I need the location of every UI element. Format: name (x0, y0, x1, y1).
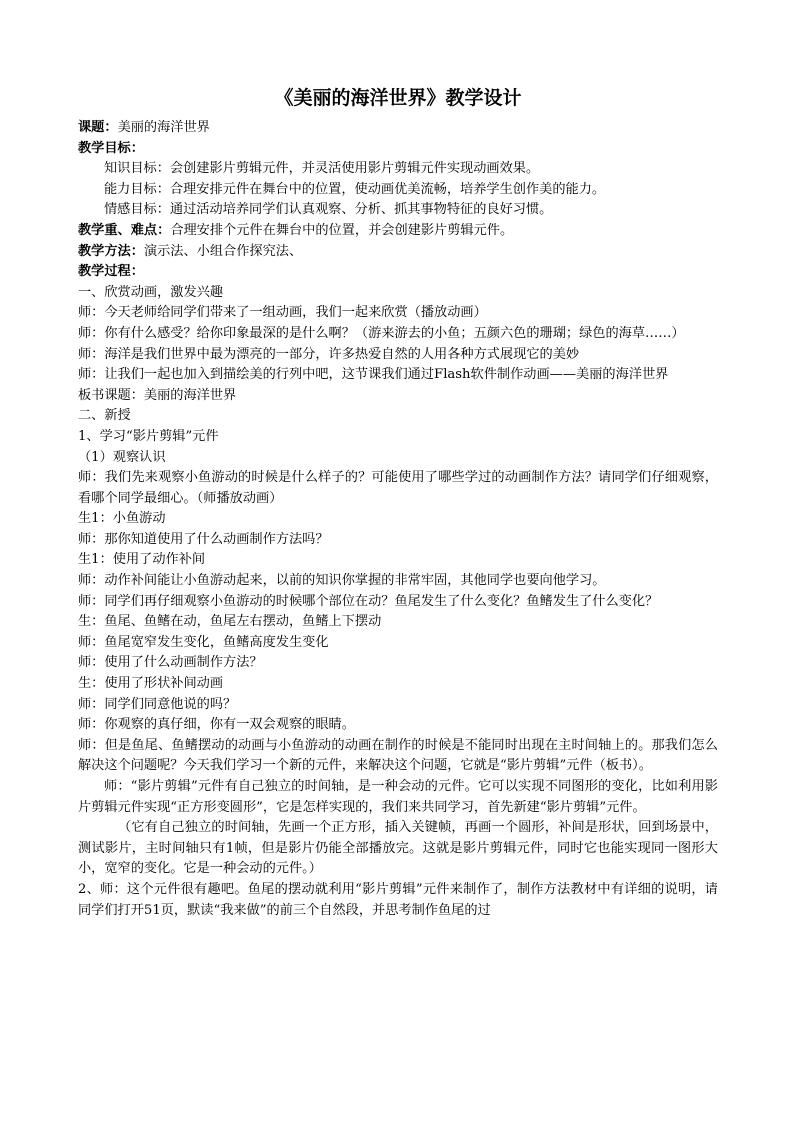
paragraph: （它有自己独立的时间轴，先画一个正方形，插入关键帧，再画一个圆形，补间是形状，回到场景中，测试影片，主时间轴只有1帧，但是影片仍能全部播放完。这就是影片剪辑元件，同时它也能实现同一图形大小，宽窄的变化。它是一种会动的元件。） (78, 820, 718, 877)
subsection-heading: 1、学习“影片剪辑”元件 (78, 428, 219, 444)
paragraph: 生：使用了形状补间动画 (78, 676, 224, 692)
paragraph: 师：今天老师给同学们带来了一组动画，我们一起来欣赏（播放动画） (78, 305, 487, 321)
paragraph: 师：你有什么感受？给你印象最深的是什么啊？（游来游去的小鱼；五颜六色的珊瑚；绿色的海草……） (78, 325, 685, 341)
paragraph: 师：你观察的真仔细，你有一双会观察的眼睛。 (78, 717, 355, 733)
process-heading: 教学过程： (78, 264, 144, 280)
subsection-heading: （1）观察认识 (78, 449, 166, 465)
paragraph: 2、师：这个元件很有趣吧。鱼尾的摆动就利用“影片剪辑”元件来制作了，制作方法教材中有详细的说明，请同学们打开51页，默读“我来做”的前三个自然段，并思考制作鱼尾的过 (78, 881, 718, 918)
paragraph: 生1：使用了动作补间 (78, 552, 206, 568)
objective-emotion: 情感目标：通过活动培养同学们认真观察、分析、抓其事物特征的良好习惯。 (104, 202, 553, 218)
methods-line (78, 242, 718, 263)
document-page (78, 84, 718, 921)
paragraph: 生：鱼尾、鱼鳍在动，鱼尾左右摆动，鱼鳍上下摆动 (78, 614, 382, 630)
topic-label: 课题： (78, 120, 118, 135)
paragraph: 生1：小鱼游动 (78, 511, 166, 527)
paragraph: 师：鱼尾宽窄发生变化，鱼鳍高度发生变化 (78, 634, 329, 650)
objectives-heading: 教学目标： (78, 140, 144, 156)
paragraph: 师：使用了什么动画制作方法？ (78, 655, 263, 671)
methods-text: 演示法、小组合作探究法、 (143, 243, 303, 259)
section-heading-2: 二、新授 (78, 408, 131, 424)
key-points-text: 合理安排个元件在舞台中的位置，并会创建影片剪辑元件。 (170, 222, 514, 238)
paragraph: 师：让我们一起也加入到描绘美的行列中吧，这节课我们通过Flash软件制作动画——美丽的海洋世界 (78, 367, 669, 383)
paragraph: 师：“影片剪辑”元件有自己独立的时间轴，是一种会动的元件。它可以实现不同图形的变化，比如利用影片剪辑元件实现“正方形变圆形”，它是怎样实现的，我们来共同学习，首先新建“影片剪辑”元件。 (78, 779, 718, 815)
document-title: 《美丽的海洋世界》教学设计 (274, 87, 522, 109)
key-points-line (78, 221, 718, 242)
paragraph: 师：动作补间能让小鱼游动起来，以前的知识你掌握的非常牢固，其他同学也要向他学习。 (78, 573, 606, 589)
paragraph: 师：海洋是我们世界中最为漂亮的一部分，许多热爱自然的人用各种方式展现它的美妙 (78, 346, 580, 362)
topic-line (78, 118, 718, 139)
methods-label: 教学方法： (78, 243, 144, 259)
key-points-label: 教学重、难点： (78, 222, 171, 238)
objective-ability: 能力目标：合理安排元件在舞台中的位置，使动画优美流畅，培养学生创作美的能力。 (104, 181, 606, 197)
topic-text: 美丽的海洋世界 (117, 120, 210, 135)
paragraph: 师：我们先来观察小鱼游动的时候是什么样子的？可能使用了哪些学过的动画制作方法？请同学们仔细观察，看哪个同学最细心。（师播放动画） (78, 470, 718, 506)
section-heading-1: 一、欣赏动画，激发兴趣 (78, 284, 224, 300)
objective-knowledge: 知识目标：会创建影片剪辑元件，并灵活使用影片剪辑元件实现动画效果。 (104, 161, 540, 177)
paragraph: 板书课题：美丽的海洋世界 (78, 387, 237, 403)
paragraph: 师：那你知道使用了什么动画制作方法吗？ (78, 531, 329, 547)
paragraph: 师：但是鱼尾、鱼鳍摆动的动画与小鱼游动的动画在制作的时候是不能同时出现在主时间轴上的。那我们怎么解决这个问题呢？今天我们学习一个新的元件，来解决这个问题，它就是“影片剪辑”元件（板书）。 (78, 737, 718, 774)
paragraph: 师：同学们再仔细观察小鱼游动的时候哪个部位在动？鱼尾发生了什么变化？鱼鳍发生了什么变化？ (78, 593, 659, 609)
paragraph: 师：同学们同意他说的吗？ (78, 696, 237, 712)
